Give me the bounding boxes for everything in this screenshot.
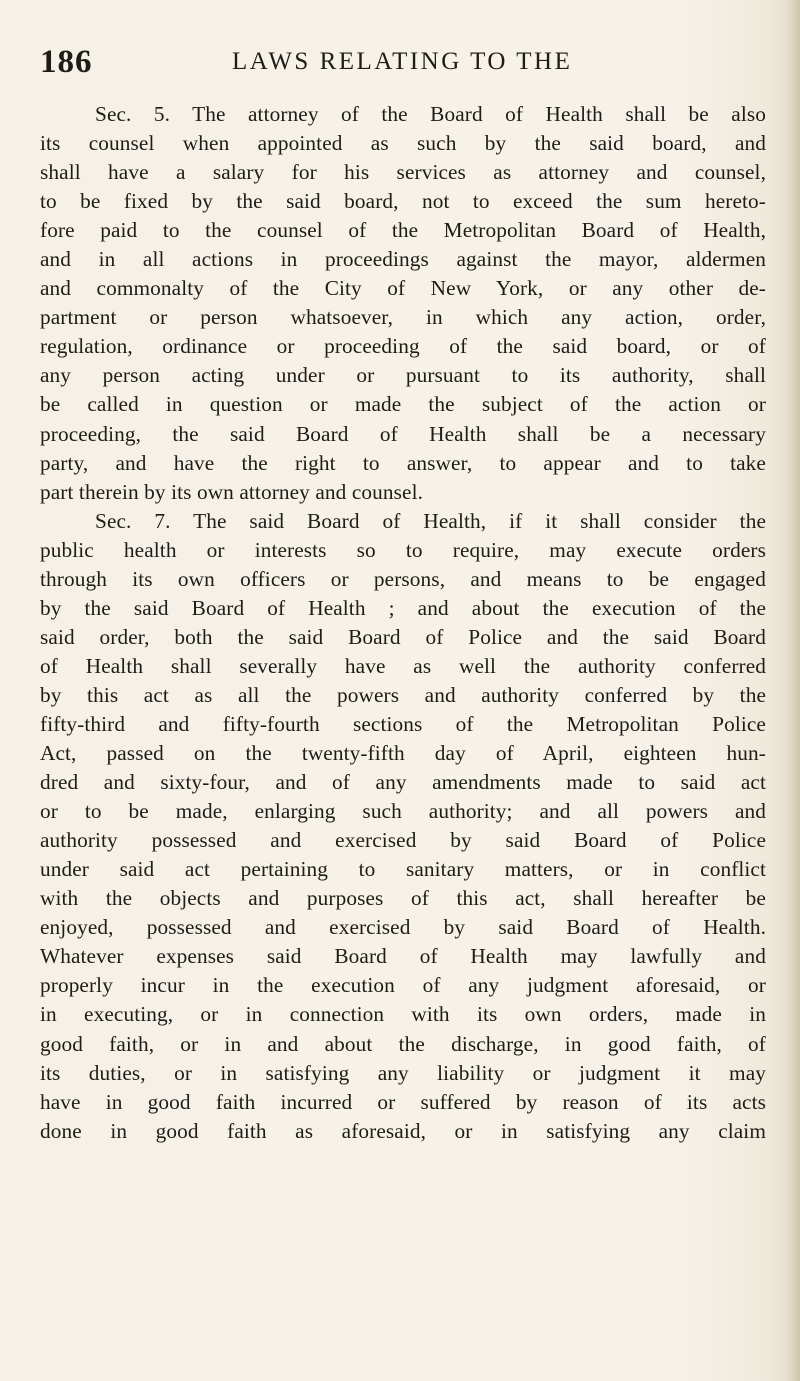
text-line: its counsel when appointed as such by the said board, and — [40, 131, 766, 156]
text-line: good faith, or in and about the discharge, in good faith, of — [40, 1031, 766, 1056]
text-line: and commonalty of the City of New York, or any other de- — [40, 276, 766, 301]
running-head: LAWS RELATING TO THE — [232, 48, 573, 75]
text-line: enjoyed, possessed and exercised by said Board of Health. — [40, 915, 766, 940]
text-line: Whatever expenses said Board of Health may lawfully and — [40, 944, 766, 969]
text-line-sec-5-start: Sec. 5. The attorney of the Board of Health shall be also — [95, 102, 766, 126]
text-line: or to be made, enlarging such authority; and all powers and — [40, 799, 766, 824]
text-line: in executing, or in connection with its own orders, made in — [40, 1002, 766, 1027]
text-line: Act, passed on the twenty-fifth day of April, eighteen hun- — [40, 741, 766, 766]
text-line: proceeding, the said Board of Health shall be a necessary — [40, 421, 766, 446]
text-line-sec-7-start: Sec. 7. The said Board of Health, if it shall consider the — [95, 508, 766, 533]
body-text — [40, 100, 766, 1146]
text-line: by the said Board of Health ; and about the execution of the — [40, 595, 766, 620]
page-number: 186 — [40, 44, 93, 80]
text-line: public health or interests so to require, may execute orders — [40, 537, 766, 562]
text-line: its duties, or in satisfying any liability or judgment it may — [40, 1060, 766, 1085]
text-line: with the objects and purposes of this act, shall hereafter be — [40, 886, 766, 911]
text-line: fifty-third and fifty-fourth sections of the Metropolitan Police — [40, 711, 766, 736]
text-line: shall have a salary for his services as attorney and counsel, — [40, 160, 766, 185]
text-line: be called in question or made the subject of the action or — [40, 392, 766, 417]
text-line: partment or person whatsoever, in which any action, order, — [40, 305, 766, 330]
text-line: dred and sixty-four, and of any amendments made to said act — [40, 770, 766, 795]
page-edge-shadow — [786, 0, 800, 1381]
text-line: by this act as all the powers and authority conferred by the — [40, 682, 766, 707]
text-line: of Health shall severally have as well the authority conferred — [40, 653, 766, 678]
text-line: fore paid to the counsel of the Metropolitan Board of Health, — [40, 218, 766, 243]
text-line: and in all actions in proceedings against the mayor, aldermen — [40, 247, 766, 272]
text-line: done in good faith as aforesaid, or in satisfying any claim — [40, 1118, 766, 1143]
text-line: party, and have the right to answer, to appear and to take — [40, 450, 766, 475]
text-line: authority possessed and exercised by said Board of Police — [40, 828, 766, 853]
text-line-sec-5-end: part therein by its own attorney and counsel. — [40, 479, 424, 504]
text-line: any person acting under or pursuant to its authority, shall — [40, 363, 766, 388]
text-line: said order, both the said Board of Police and the said Board — [40, 624, 766, 649]
text-line: have in good faith incurred or suffered by reason of its acts — [40, 1089, 766, 1114]
text-line: to be fixed by the said board, not to exceed the sum hereto- — [40, 189, 766, 214]
text-line: under said act pertaining to sanitary matters, or in conflict — [40, 857, 766, 882]
text-line: through its own officers or persons, and means to be engaged — [40, 566, 766, 591]
text-line: properly incur in the execution of any judgment aforesaid, or — [40, 973, 766, 998]
text-line: regulation, ordinance or proceeding of the said board, or of — [40, 334, 766, 359]
page-header — [40, 42, 760, 82]
